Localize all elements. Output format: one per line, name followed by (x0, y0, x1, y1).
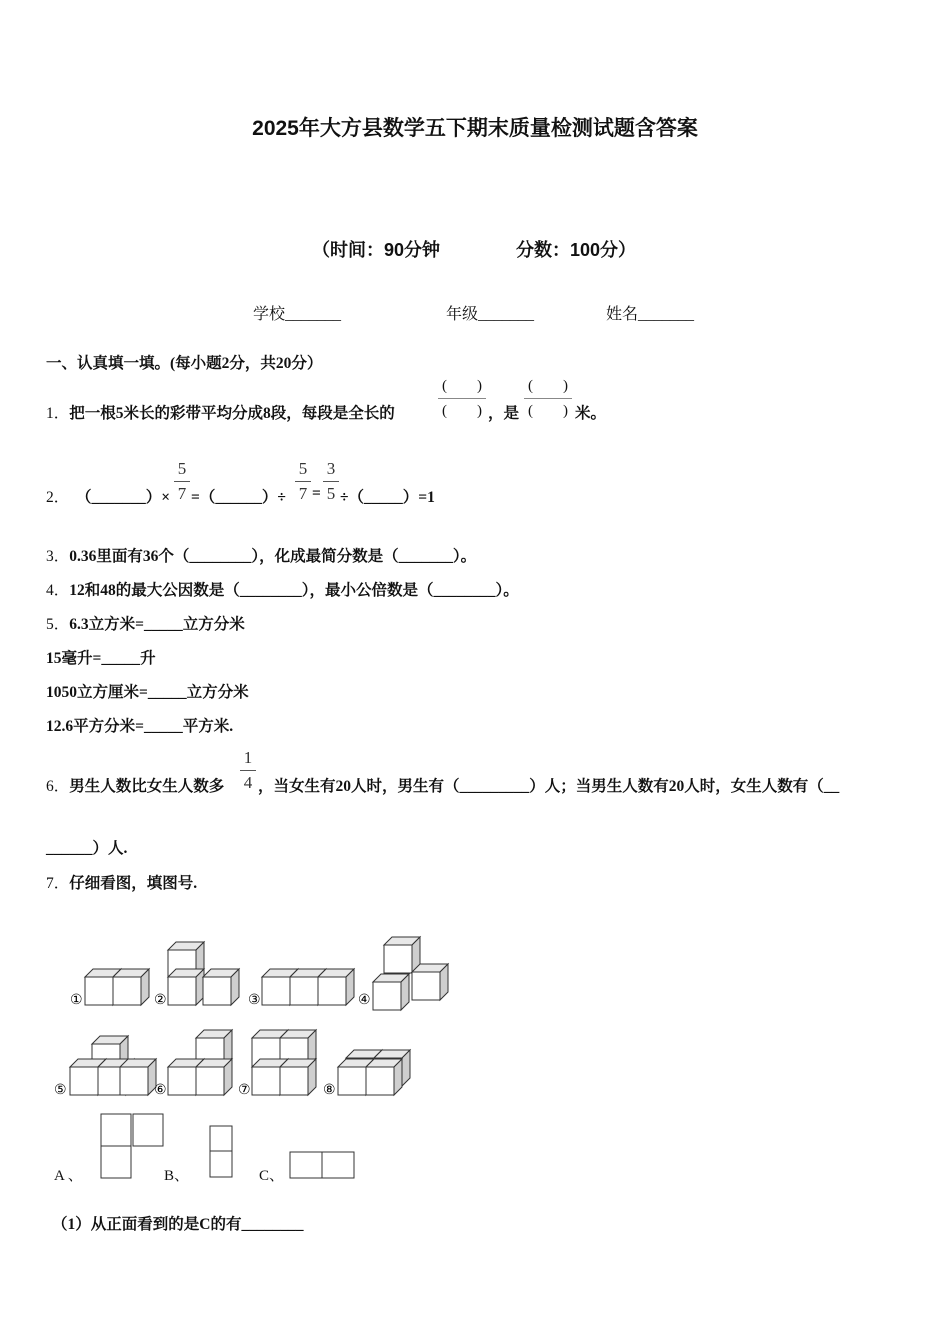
question-7 (46, 871, 197, 893)
figure-label: ① (70, 993, 83, 1008)
question-7-sub-1: （1）从正面看到的是C的有________ (52, 1216, 304, 1233)
question-text: ÷（_____）=1 (340, 489, 435, 506)
question-number: 3． (46, 548, 70, 565)
question-text: 12和48的最大公因数是（________），最小公倍数是（________）。 (69, 582, 519, 599)
question-number: 7． (46, 875, 70, 892)
fraction-5-7 (174, 459, 190, 504)
figure-6 (154, 1030, 232, 1098)
question-6 (46, 774, 224, 796)
option-c-view (288, 1150, 358, 1180)
question-text: 1050立方厘米=_____立方分米 (46, 684, 249, 701)
figure-label: ⑤ (54, 1083, 67, 1098)
option-a-label: A 、 (54, 1168, 83, 1184)
question-text: 男生人数比女生人数多 (69, 778, 225, 795)
school-field: 学校_______ (253, 306, 342, 323)
figure-4 (358, 937, 448, 1010)
question-number: 4． (46, 582, 70, 599)
question-text: 6.3立方米=_____立方分米 (69, 616, 245, 633)
question-text: 仔细看图，填图号. (69, 875, 198, 892)
question-text: （_______）× (76, 489, 171, 506)
figure-label: ⑦ (238, 1083, 251, 1098)
fraction-numerator: 5 (298, 459, 308, 478)
fraction-denominator: 5 (326, 484, 336, 503)
figure-1 (70, 969, 149, 1008)
fraction-numerator: 1 (243, 748, 253, 767)
fraction-denominator: 7 (298, 484, 308, 503)
question-text: =（______）÷ (191, 489, 286, 506)
option-c-label: C、 (259, 1168, 285, 1184)
figure-8 (323, 1050, 410, 1098)
question-text: ，当女生有20人时，男生有（_________）人；当男生人数有20人时，女生人数有（__ (258, 778, 840, 795)
question-4 (46, 578, 519, 600)
name-field: 姓名_______ (606, 306, 695, 323)
question-number: 1． (46, 405, 70, 422)
page-title: 2025年大方县数学五下期末质量检测试题含答案 (252, 117, 698, 140)
question-text: 12.6平方分米=_____平方米. (46, 718, 234, 735)
option-a-view (100, 1112, 166, 1180)
figure-label: ④ (358, 993, 371, 1008)
section-heading: 一、认真填一填。(每小题2分，共20分） (46, 355, 323, 372)
question-number: 2． (46, 489, 70, 506)
exam-time: （时间：90分钟 (312, 240, 441, 260)
option-b-label: B、 (164, 1168, 190, 1184)
question-text: 把一根5米长的彩带平均分成8段，每段是全长的 (69, 405, 395, 422)
question-5 (46, 612, 245, 634)
fraction-5-7 (295, 459, 311, 504)
figure-label: ② (154, 993, 167, 1008)
question-text: 15毫升=_____升 (46, 650, 156, 667)
fraction-1-4 (240, 748, 256, 793)
fraction-numerator: 3 (326, 459, 336, 478)
figure-7 (238, 1030, 316, 1098)
question-number: 6． (46, 778, 70, 795)
question-text: = (312, 485, 321, 502)
question-2 (46, 485, 69, 507)
fraction-denominator: ( ) (528, 403, 568, 419)
figure-label: ⑧ (323, 1083, 336, 1098)
figure-label: ⑥ (154, 1083, 167, 1098)
fraction-denominator: ( ) (442, 403, 482, 419)
fraction-numerator: ( ) (442, 378, 482, 394)
fraction-denominator: 4 (243, 773, 253, 792)
fraction-denominator: 7 (177, 484, 187, 503)
exam-score: 分数：100分） (516, 240, 637, 260)
option-b-view (208, 1124, 236, 1180)
question-text: 米。 (575, 405, 607, 422)
question-text: ______）人. (46, 840, 128, 857)
figure-label: ③ (248, 993, 261, 1008)
question-text: ，是 (488, 405, 520, 422)
question-number: 5． (46, 616, 70, 633)
figure-2 (154, 942, 239, 1008)
fraction-numerator: ( ) (528, 378, 568, 394)
fraction-blank-1 (438, 377, 486, 420)
fraction-3-5 (323, 459, 339, 504)
figure-3 (248, 969, 354, 1008)
question-text: 0.36里面有36个（________），化成最简分数是（_______）。 (69, 548, 477, 565)
question-3 (46, 544, 476, 566)
cube-figures (40, 930, 480, 1100)
question-1 (46, 401, 395, 423)
figure-5 (54, 1036, 156, 1098)
fraction-blank-2 (524, 377, 572, 420)
grade-field: 年级_______ (446, 306, 535, 323)
fraction-numerator: 5 (177, 459, 187, 478)
